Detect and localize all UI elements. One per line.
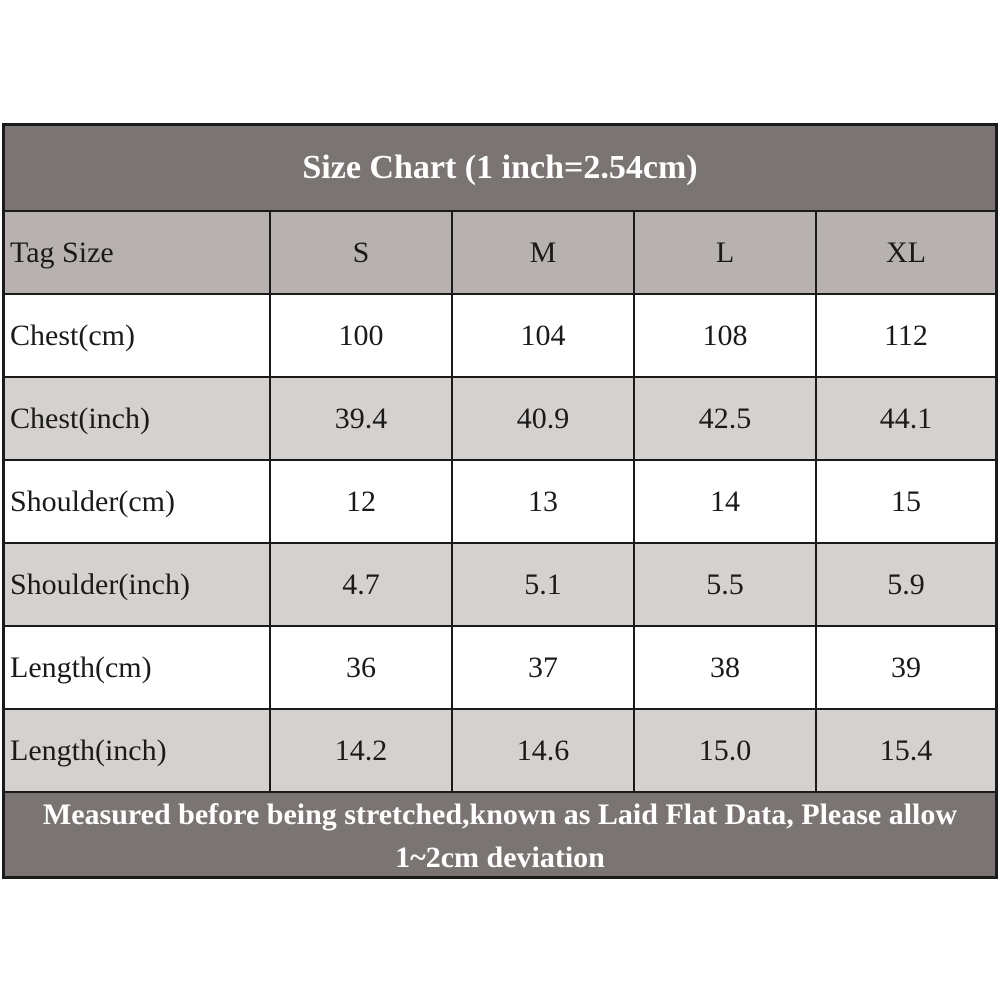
table-row xyxy=(5,625,995,708)
footer-note: Measured before being stretched,known as Laid Flat Data, Please allow 1~2cm deviation xyxy=(5,791,995,876)
table-cell: 44.1 xyxy=(815,378,995,459)
row-label: Chest(inch) xyxy=(10,401,150,435)
chart-title: Size Chart (1 inch=2.54cm) xyxy=(5,126,995,210)
table-cell: 14.2 xyxy=(269,710,451,791)
table-cell: 108 xyxy=(633,295,815,376)
table-cell: 100 xyxy=(269,295,451,376)
table-cell: 39.4 xyxy=(269,378,451,459)
table-row xyxy=(5,293,995,376)
table-cell: 14 xyxy=(633,461,815,542)
header-label: Tag Size xyxy=(10,235,114,269)
table-row xyxy=(5,376,995,459)
row-label: Shoulder(cm) xyxy=(10,484,175,518)
table-cell: 39 xyxy=(815,627,995,708)
size-chart xyxy=(2,123,998,879)
row-label: Shoulder(inch) xyxy=(10,567,190,601)
table-cell: 5.5 xyxy=(633,544,815,625)
table-row xyxy=(5,708,995,791)
table-row xyxy=(5,459,995,542)
row-label: Length(inch) xyxy=(10,733,167,767)
table-cell: 42.5 xyxy=(633,378,815,459)
table-cell: 4.7 xyxy=(269,544,451,625)
header-size-s: S xyxy=(269,212,451,293)
header-size-l: L xyxy=(633,212,815,293)
table-cell: 40.9 xyxy=(451,378,633,459)
table-cell: 5.9 xyxy=(815,544,995,625)
table-cell: 112 xyxy=(815,295,995,376)
table-row xyxy=(5,542,995,625)
row-label: Length(cm) xyxy=(10,650,152,684)
table-cell: 5.1 xyxy=(451,544,633,625)
header-size-m: M xyxy=(451,212,633,293)
table-cell: 13 xyxy=(451,461,633,542)
table-cell: 15 xyxy=(815,461,995,542)
header-size-xl: XL xyxy=(815,212,995,293)
table-cell: 38 xyxy=(633,627,815,708)
table-cell: 14.6 xyxy=(451,710,633,791)
row-label: Chest(cm) xyxy=(10,318,135,352)
table-cell: 37 xyxy=(451,627,633,708)
table-cell: 12 xyxy=(269,461,451,542)
table-cell: 36 xyxy=(269,627,451,708)
table-header-row xyxy=(5,210,995,293)
table-cell: 15.0 xyxy=(633,710,815,791)
table-cell: 104 xyxy=(451,295,633,376)
size-table xyxy=(5,210,995,791)
table-cell: 15.4 xyxy=(815,710,995,791)
